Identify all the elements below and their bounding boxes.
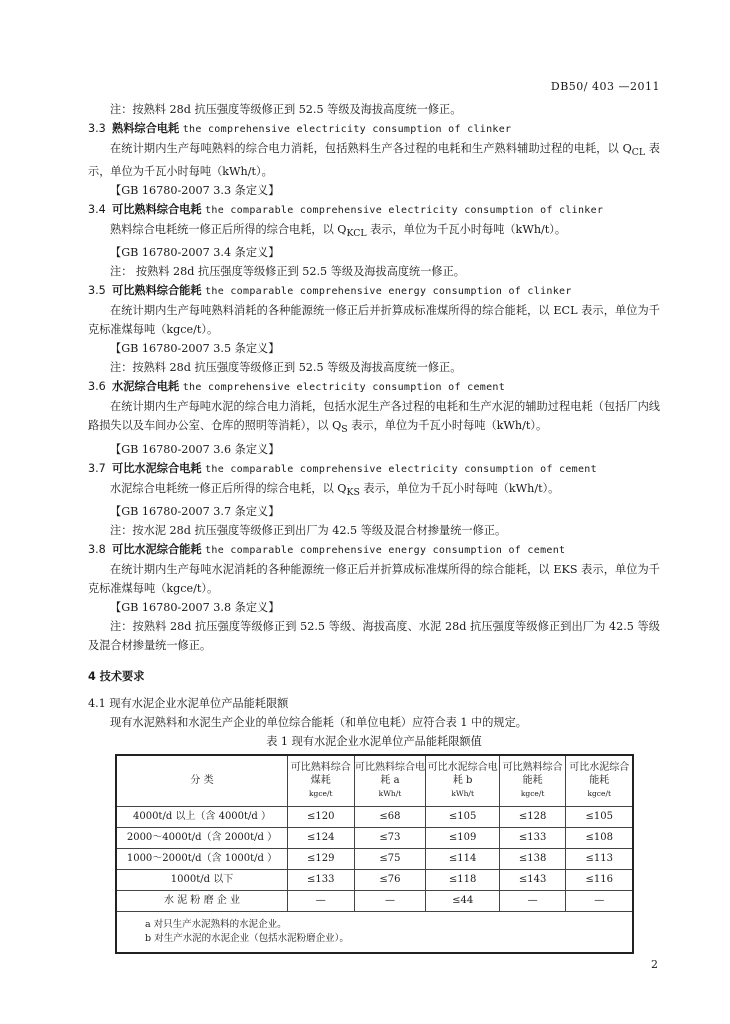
heading-chinese: 可比熟料综合电耗	[112, 203, 202, 217]
header-unit: kgce/t	[587, 789, 611, 799]
heading-english: the comparable comprehensive energy consumption of clinker	[205, 286, 572, 298]
table-value-cell: ≤118	[426, 869, 500, 890]
table-category-cell: 1000～2000t/d（含 1000t/d ）	[116, 848, 288, 869]
table-category-cell: 水 泥 粉 磨 企 业	[116, 890, 288, 911]
definition-paragraph: 在统计期内生产每吨熟料的综合电力消耗，包括熟料生产各过程的电耗和生产熟料辅助过程的电耗，以 $Q_{CL}$ 表示，单位为千瓦小时每吨（kWh/t）。	[88, 142, 660, 179]
definition-line: 注：按熟料 28d 抗压强度等级修正到 52.5 等级及海拔高度统一修正。	[110, 361, 462, 375]
table-row	[116, 827, 633, 848]
table-caption: 表 1 现有水泥企业水泥单位产品能耗限额值	[266, 734, 482, 748]
header-unit: kWh/t	[378, 789, 402, 799]
table-value-cell: ≤116	[566, 869, 633, 890]
definition-heading	[88, 119, 660, 139]
definition-line: 注： 按熟料 28d 抗压强度等级修正到 52.5 等级及海拔高度统一修正。	[110, 265, 465, 279]
section-4-title: 4 技术要求	[88, 669, 145, 683]
table-value-cell: ≤75	[354, 848, 426, 869]
table-value-cell: ≤44	[426, 890, 500, 911]
table-value-cell: —	[354, 890, 426, 911]
table-value-cell: —	[566, 890, 633, 911]
header-unit: kgce/t	[309, 789, 333, 799]
heading-number: 3.8	[88, 542, 106, 556]
table-header-cell	[288, 755, 355, 807]
table-value-cell: ≤105	[426, 806, 500, 827]
heading-chinese: 水泥综合电耗	[112, 380, 180, 394]
table-header-cell	[354, 755, 426, 807]
table-category-cell: 1000t/d 以下	[116, 869, 288, 890]
table-note-a: a 对只生产水泥熟料的水泥企业。	[145, 918, 287, 930]
definition-heading	[88, 540, 660, 560]
definition-paragraph: 在统计期内生产每吨熟料消耗的各种能源统一修正后并折算成标准煤所得的综合能耗，以 ECL 表示，单位为千克标准煤每吨（kgce/t）。	[88, 304, 660, 337]
header-label: 分 类	[190, 775, 214, 787]
definition-paragraph: 注：按熟料 28d 抗压强度等级修正到 52.5 等级、海拔高度、水泥 28d 抗压强度等级修正到出厂为 42.5 等级及混合材掺量统一修正。	[88, 619, 660, 652]
table-notes	[116, 911, 633, 953]
heading-number: 3.7	[88, 461, 106, 475]
table-row	[116, 869, 633, 890]
page-number: 2	[651, 958, 658, 971]
table-category-cell: 2000～4000t/d（含 2000t/d ）	[116, 827, 288, 848]
table-value-cell: ≤105	[566, 806, 633, 827]
table-value-cell: ≤143	[499, 869, 566, 890]
table-value-cell: —	[499, 890, 566, 911]
table-value-cell: ≤120	[288, 806, 355, 827]
table-value-cell: ≤68	[354, 806, 426, 827]
table-value-cell: ≤138	[499, 848, 566, 869]
table-value-cell: ≤129	[288, 848, 355, 869]
definition-heading	[88, 200, 660, 220]
standard-number: DB50/ 403 —2011	[550, 80, 660, 93]
table-value-cell: ≤133	[288, 869, 355, 890]
table-value-cell: ≤109	[426, 827, 500, 848]
definition-line: 【GB 16780-2007 3.4 条定义】	[110, 246, 280, 260]
heading-english: the comprehensive electricity consumption of clinker	[182, 124, 512, 135]
definition-heading	[88, 281, 660, 301]
table-value-cell: ≤76	[354, 869, 426, 890]
definition-heading	[88, 377, 660, 397]
definition-paragraph: 在统计期内生产每吨水泥的综合电力消耗，包括水泥生产各过程的电耗和生产水泥的辅助过程电耗（包括厂内线路损失以及车间办公室、仓库的照明等消耗），以 $Q_S$ 表示，单位为千瓦小时每吨（kWh/t）。	[88, 400, 660, 436]
definition-lines	[88, 100, 660, 655]
table-value-cell: ≤128	[499, 806, 566, 827]
table-note-b: b 对生产水泥的水泥企业（包括水泥粉磨企业）。	[145, 932, 349, 944]
section-4-1-title: 4.1 现有水泥企业水泥单位产品能耗限额	[88, 696, 289, 710]
definition-line: 【GB 16780-2007 3.8 条定义】	[110, 600, 280, 614]
heading-number: 3.5	[88, 284, 106, 298]
heading-number: 3.6	[88, 380, 106, 394]
table-header-cell	[499, 755, 566, 807]
table-value-cell: ≤114	[426, 848, 500, 869]
table-value-cell: ≤108	[566, 827, 633, 848]
header-label: 可比熟料综合能耗	[502, 762, 563, 787]
definition-line: 水泥综合电耗统一修正后所得的综合电耗，以 $Q_{KS}$ 表示，单位为千瓦小时每吨（kWh/t）。	[110, 481, 560, 498]
document-body	[88, 100, 660, 954]
definition-line: 注：按熟料 28d 抗压强度等级修正到 52.5 等级及海拔高度统一修正。	[110, 103, 462, 116]
heading-chinese: 熟料综合电耗	[112, 122, 180, 135]
heading-english: the comparable comprehensive energy consumption of cement	[205, 544, 566, 556]
heading-chinese: 可比水泥综合能耗	[112, 542, 202, 556]
table-header-row	[116, 755, 633, 807]
header-label: 可比水泥综合能耗	[569, 762, 630, 787]
heading-english: the comprehensive electricity consumption of cement	[182, 382, 506, 394]
table-notes-row	[116, 911, 633, 953]
definition-line: 熟料综合电耗统一修正后所得的综合电耗，以 $Q_{KCL}$ 表示，单位为千瓦小时每吨（kWh/t）。	[110, 223, 567, 240]
section-4-1-paragraph: 现有水泥熟料和水泥生产企业的单位综合能耗（和单位电耗）应符合表 1 中的规定。	[110, 715, 527, 729]
definition-heading	[88, 459, 660, 479]
header-unit: kgce/t	[520, 789, 545, 799]
heading-number: 3.4	[88, 203, 106, 217]
table-header-cell	[566, 755, 633, 807]
table-row	[116, 806, 633, 827]
header-label: 可比熟料综合电耗 a	[354, 762, 425, 787]
definition-line: 【GB 16780-2007 3.7 条定义】	[110, 504, 280, 518]
table-category-cell: 4000t/d 以上（含 4000t/d ）	[116, 806, 288, 827]
heading-chinese: 可比水泥综合电耗	[112, 461, 202, 475]
definition-line: 【GB 16780-2007 3.5 条定义】	[110, 342, 280, 356]
heading-english: the comparable comprehensive electricity consumption of cement	[205, 463, 597, 475]
header-label: 可比水泥综合电耗 b	[427, 762, 498, 787]
table-value-cell: —	[288, 890, 355, 911]
definition-line: 【GB 16780-2007 3.6 条定义】	[110, 442, 280, 456]
header-unit: kWh/t	[451, 789, 474, 799]
heading-number: 3.3	[88, 122, 106, 135]
heading-chinese: 可比熟料综合能耗	[112, 284, 202, 298]
table-body	[116, 806, 633, 911]
table-row	[116, 890, 633, 911]
table-header-cell	[116, 755, 288, 807]
table-row	[116, 848, 633, 869]
energy-limit-table	[115, 754, 634, 954]
definition-line: 注：按水泥 28d 抗压强度等级修正到出厂为 42.5 等级及混合材掺量统一修正。	[110, 523, 507, 537]
table-value-cell: ≤133	[499, 827, 566, 848]
table-value-cell: ≤73	[354, 827, 426, 848]
heading-english: the comparable comprehensive electricity consumption of clinker	[205, 205, 604, 217]
definition-line: 【GB 16780-2007 3.3 条定义】	[110, 184, 280, 198]
definition-paragraph: 在统计期内生产每吨水泥消耗的各种能源统一修正后并折算成标准煤所得的综合能耗，以 EKS 表示，单位为千克标准煤每吨（kgce/t）。	[88, 562, 660, 595]
header-label: 可比熟料综合煤耗	[290, 762, 351, 787]
table-value-cell: ≤124	[288, 827, 355, 848]
table-value-cell: ≤113	[566, 848, 633, 869]
table-header-cell	[426, 755, 500, 807]
